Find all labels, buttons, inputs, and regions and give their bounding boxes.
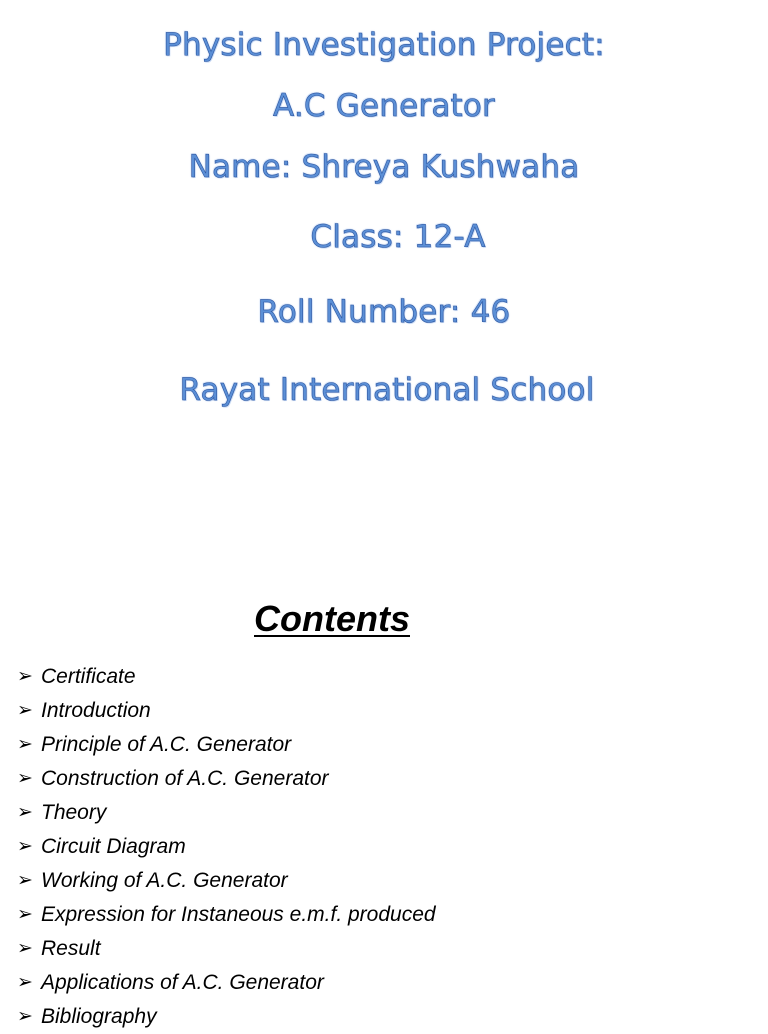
arrow-bullet-icon: ➢: [17, 1006, 33, 1027]
list-item: [17, 932, 436, 966]
list-item: [17, 762, 436, 796]
list-item: [17, 660, 436, 694]
list-item: [17, 966, 436, 1000]
list-item-label: Circuit Diagram: [41, 835, 186, 858]
arrow-bullet-icon: ➢: [17, 836, 33, 857]
list-item-label: Certificate: [41, 665, 136, 688]
list-item-label: Working of A.C. Generator: [41, 869, 288, 892]
list-item: [17, 694, 436, 728]
list-item: [17, 796, 436, 830]
arrow-bullet-icon: ➢: [17, 904, 33, 925]
list-item: [17, 830, 436, 864]
contents-heading: Contents: [254, 598, 410, 639]
student-name: Name: Shreya Kushwaha: [188, 149, 580, 185]
list-item-label: Applications of A.C. Generator: [41, 971, 324, 994]
list-item: [17, 728, 436, 762]
list-item-label: Result: [41, 937, 101, 960]
list-item: [17, 1000, 436, 1034]
arrow-bullet-icon: ➢: [17, 938, 33, 959]
list-item-label: Bibliography: [41, 1005, 157, 1028]
list-item-label: Expression for Instaneous e.m.f. produced: [41, 903, 436, 926]
student-class: Class: 12-A: [310, 219, 486, 255]
list-item: [17, 864, 436, 898]
arrow-bullet-icon: ➢: [17, 700, 33, 721]
school-name: Rayat International School: [179, 372, 595, 408]
roll-number: Roll Number: 46: [257, 294, 511, 330]
list-item-label: Principle of A.C. Generator: [41, 733, 292, 756]
contents-list: [17, 660, 436, 1034]
project-title: Physic Investigation Project:: [163, 27, 605, 63]
list-item-label: Introduction: [41, 699, 151, 722]
arrow-bullet-icon: ➢: [17, 734, 33, 755]
arrow-bullet-icon: ➢: [17, 870, 33, 891]
list-item-label: Construction of A.C. Generator: [41, 767, 329, 790]
arrow-bullet-icon: ➢: [17, 802, 33, 823]
list-item-label: Theory: [41, 801, 107, 824]
arrow-bullet-icon: ➢: [17, 768, 33, 789]
project-topic: A.C Generator: [272, 88, 496, 124]
arrow-bullet-icon: ➢: [17, 972, 33, 993]
list-item: [17, 898, 436, 932]
arrow-bullet-icon: ➢: [17, 666, 33, 687]
